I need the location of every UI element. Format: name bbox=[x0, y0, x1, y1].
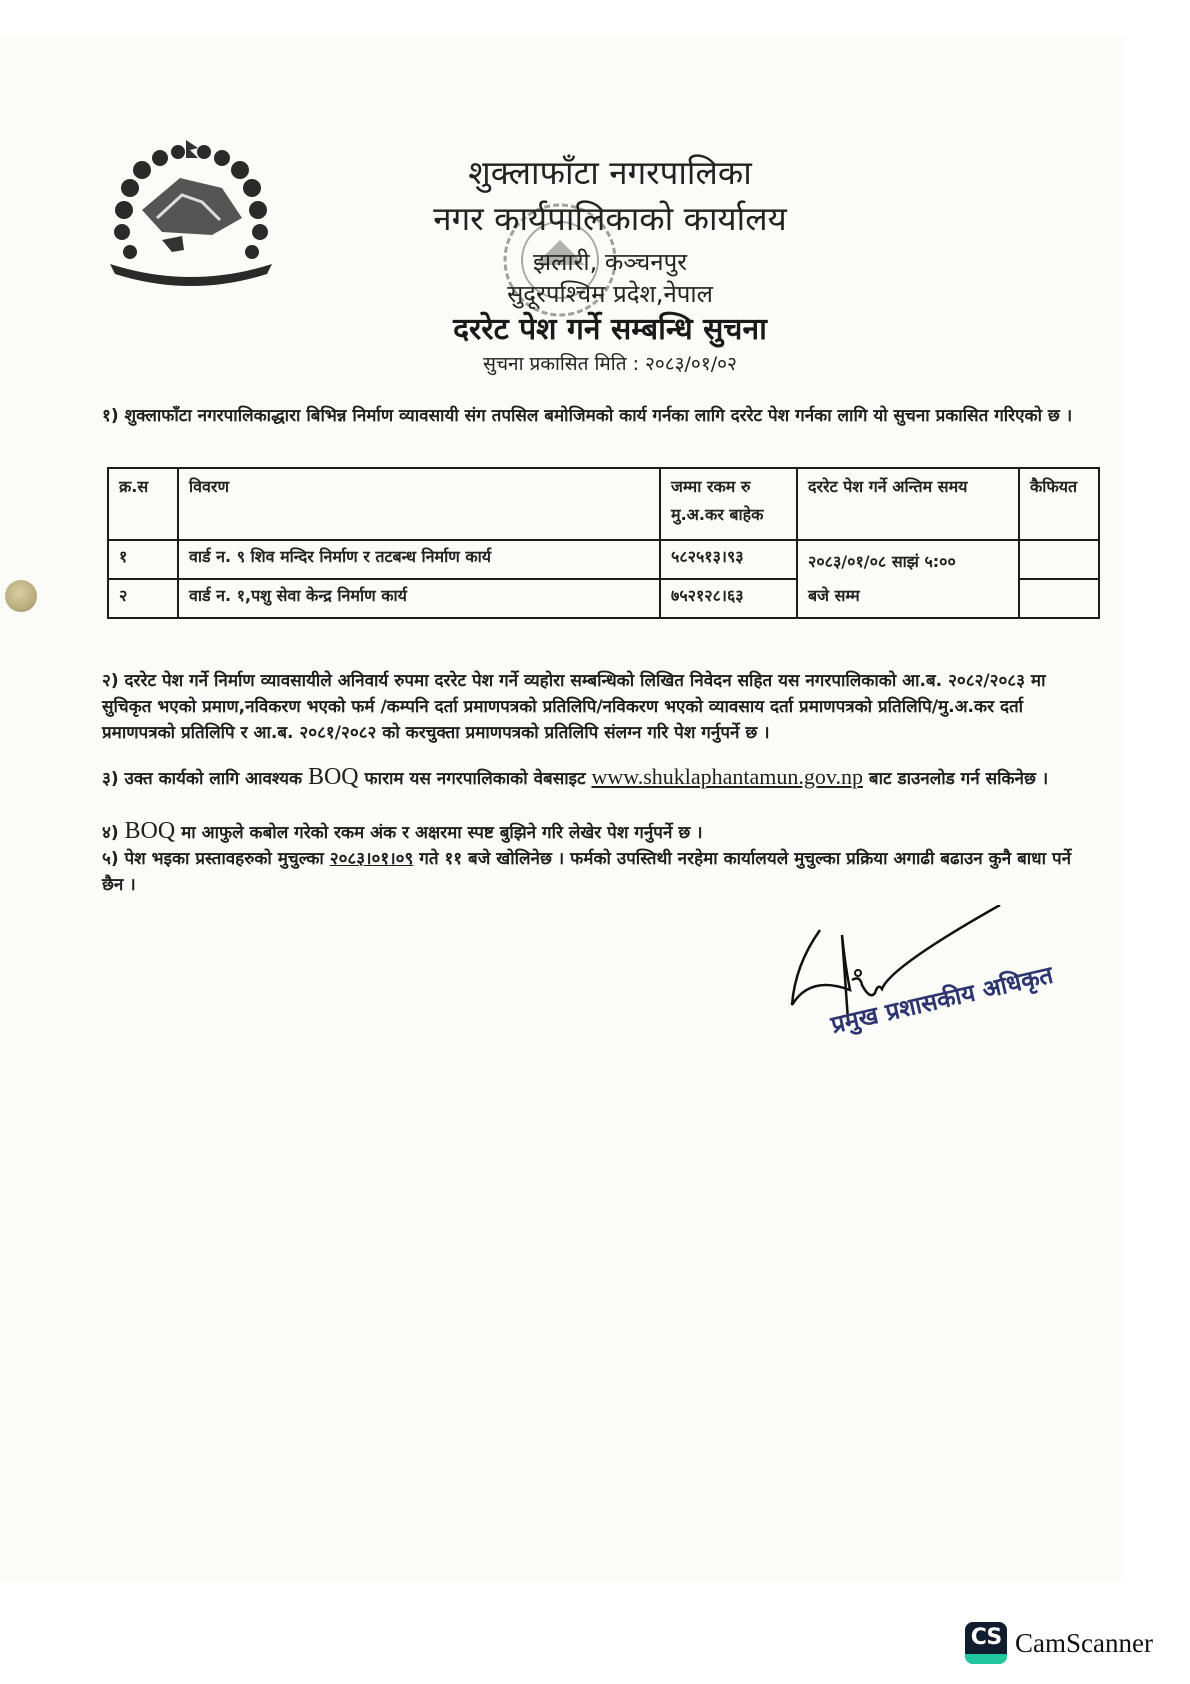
row-deadline bbox=[797, 540, 1019, 618]
opening-date: २०८३।०१।०९ bbox=[329, 849, 414, 869]
header-remarks: कैफियत bbox=[1019, 468, 1099, 540]
letterhead bbox=[380, 150, 840, 378]
paragraph-4 bbox=[102, 818, 1087, 846]
camscanner-watermark bbox=[965, 1622, 1153, 1664]
row-amount: ५८२५१३।९३ bbox=[660, 540, 797, 579]
header-amount-line1: जम्मा रकम रु bbox=[671, 477, 751, 496]
office-district: झलारी, कञ्चनपुर bbox=[532, 248, 688, 276]
header-sn: क्र.स bbox=[108, 468, 178, 540]
paragraph-5-suffix: गते ११ बजे खोलिनेछ । फर्मको उपस्तिथी नरहेमा कार्यालयले मुचुल्का प्रक्रिया अगाढी बढाउन कुनै बाधा पर्ने छैन । bbox=[102, 849, 1072, 895]
published-date: सुचना प्रकासित मिति : २०८३/०१/०२ bbox=[483, 353, 737, 375]
header-deadline: दररेट पेश गर्ने अन्तिम समय bbox=[797, 468, 1019, 540]
website-link[interactable]: www.shuklaphantamun.gov.np bbox=[591, 764, 863, 789]
office-province: सुदूरपश्चिम प्रदेश,नेपाल bbox=[507, 280, 713, 308]
deadline-line1: २०८३/०१/०८ साझं ५:०० bbox=[808, 552, 956, 571]
deadline-line2: बजे सम्म bbox=[808, 586, 860, 605]
paragraph-3-suffix: बाट डाउनलोड गर्न सकिनेछ । bbox=[862, 769, 1049, 789]
nepal-emblem-icon bbox=[102, 140, 280, 290]
office-name: नगर कार्यपालिकाको कार्यालय bbox=[433, 199, 787, 238]
punch-hole bbox=[5, 580, 37, 612]
row-sn: २ bbox=[108, 579, 178, 618]
header-amount-line2: मु.अ.कर बाहेक bbox=[671, 505, 764, 524]
camscanner-name: CamScanner bbox=[1015, 1627, 1153, 1658]
camscanner-logo-icon bbox=[965, 1622, 1007, 1664]
paragraph-3-middle: फाराम यस नगरपालिकाको वेबसाइट bbox=[358, 769, 592, 789]
notice-title: दररेट पेश गर्ने सम्बन्धि सुचना bbox=[453, 312, 767, 347]
paragraph-5-prefix: ५) पेश भइका प्रस्तावहरुको मुचुल्का bbox=[102, 849, 330, 869]
paragraph-4-prefix: ४) bbox=[102, 823, 125, 843]
paragraph-5 bbox=[102, 846, 1087, 898]
paragraph-4-suffix: मा आफुले कबोल गरेको रकम अंक र अक्षरमा स्पष्ट बुझिने गरि लेखेर पेश गर्नुपर्ने छ । bbox=[175, 823, 703, 843]
paragraph-3 bbox=[102, 764, 1087, 792]
row-remarks bbox=[1019, 579, 1099, 618]
boq-text: BOQ bbox=[124, 818, 176, 844]
table-header-row bbox=[108, 468, 1099, 540]
boq-text: BOQ bbox=[307, 764, 359, 790]
municipality-name: शुक्लाफाँटा नगरपालिका bbox=[468, 153, 752, 192]
header-amount bbox=[660, 468, 797, 540]
row-amount: ७५२१२८।६३ bbox=[660, 579, 797, 618]
camscanner-logo-bar bbox=[965, 1654, 1007, 1664]
table-row bbox=[108, 540, 1099, 579]
row-remarks bbox=[1019, 540, 1099, 579]
paragraph-2: २) दररेट पेश गर्ने निर्माण व्यावसायीले अनिवार्य रुपमा दररेट पेश गर्ने व्यहोरा सम्बन्धिको लिखित निवेदन सहित यस नगरपालिकाको आ.ब. २०८२/२०८३ मा सुचिकृत भएको प्रमाण,नविकरण भएको फर्म /कम्पनि दर्ता प्रमाणपत्रको प्रतिलिपि/नविकरण भएको व्यावसाय दर्ता प्रमाणपत्रको प्रतिलिपि/मु.अ.कर दर्ता प्रमाणपत्रको प्रतिलिपि र आ.ब. २०८१/२०८२ को करचुक्ता प्रमाणपत्रको प्रतिलिपि संलग्न गरि पेश गर्नुपर्ने छ । bbox=[102, 671, 1046, 743]
row-description: वार्ड न. १,पशु सेवा केन्द्र निर्माण कार्य bbox=[178, 579, 660, 618]
designation-stamp: प्रमुख प्रशासकीय अधिकृत bbox=[828, 960, 1056, 1040]
row-description: वार्ड न. ९ शिव मन्दिर निर्माण र तटबन्ध निर्माण कार्य bbox=[178, 540, 660, 579]
header-description: विवरण bbox=[178, 468, 660, 540]
row-sn: १ bbox=[108, 540, 178, 579]
paragraph-1: १) शुक्लाफाँटा नगरपालिकाद्धारा बिभिन्न निर्माण व्यावसायी संग तपसिल बमोजिमको कार्य गर्नका लागि दररेट पेश गर्नका लागि यो सुचना प्रकासित गरिएको छ । bbox=[102, 406, 1073, 426]
camscanner-logo-text: CS bbox=[970, 1625, 1002, 1650]
paragraph-3-prefix: ३) उक्त कार्यको लागि आवश्यक bbox=[102, 769, 308, 789]
tender-table bbox=[107, 467, 1100, 619]
